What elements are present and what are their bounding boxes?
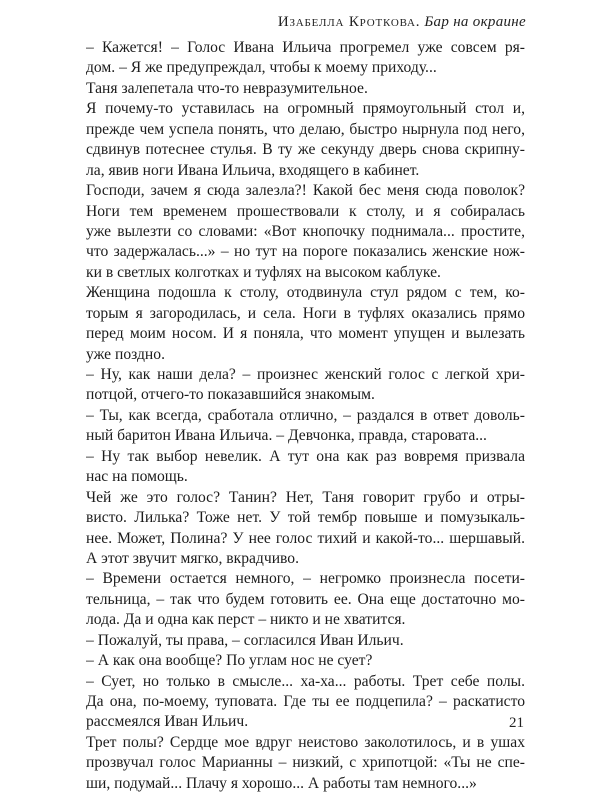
text-line: – Ну, как наши дела? – произнес женский голос с легкой хри- — [86, 366, 525, 383]
text-line: сдвинув потеснее стулья. В ту же секунду дверь снова скрипну- — [86, 141, 525, 159]
text-line: уже поздно. — [86, 345, 165, 363]
text-line: ки в светлых колготках и туфлях на высоком каблуке. — [86, 263, 441, 281]
text-line: прозвучал голос Марианны – низкий, с хрипотцой: «Ты не спе- — [86, 754, 525, 772]
running-head — [278, 14, 526, 31]
text-line: уже вылезти со словами: «Вот кнопочку поднимала... простите, — [86, 222, 525, 240]
text-line: тельница, – так что будем готовить ее. Она еще достаточно мо- — [86, 590, 525, 608]
text-line: потцой, отчего-то показавшийся знакомым. — [86, 386, 375, 404]
running-head-title: Бар на окраине — [424, 14, 526, 30]
text-line: Таня залепетала что-то невразумительное. — [86, 79, 368, 97]
text-line: Ноги тем временем прошествовали к столу, и я собиралась — [86, 202, 525, 220]
text-line: ла, явив ноги Ивана Ильича, входящего в кабинет. — [86, 161, 420, 179]
text-line: – Пожалуй, ты права, – согласился Иван Ильич. — [86, 631, 404, 649]
text-line: – А как она вообще? По углам нос не сует? — [86, 652, 373, 670]
text-line: рассмеялся Иван Ильич. — [86, 713, 249, 731]
text-line: перед моим носом. И я поняла, что момент упущен и вылезать — [86, 325, 525, 343]
text-line: ши, подумай... Плачу я хорошо... А работы там немного...» — [86, 774, 477, 792]
text-line: висто. Лилька? Тоже нет. У той тембр повыше и помузыкаль- — [86, 509, 525, 527]
text-line: Я почему-то уставилась на огромный прямоугольный стол и, — [86, 100, 525, 118]
text-line: – Кажется! – Голос Ивана Ильича прогремел уже совсем ря- — [86, 39, 525, 56]
text-line: – Сует, но только в смысле... ха-ха... работы. Трет себе полы. — [86, 672, 525, 690]
text-line: – Ну так выбор невелик. А тут она как раз вовремя призвала — [86, 447, 525, 465]
page-number: 21 — [509, 715, 524, 731]
text-line: Женщина подошла к столу, отодвинула стул рядом с тем, ко- — [86, 284, 525, 302]
text-line: – Времени остается немного, – негромко произнесла посети- — [86, 570, 525, 588]
text-line: ный баритон Ивана Ильича. – Девчонка, правда, старовата... — [86, 427, 487, 445]
text-line: нас на помощь. — [86, 468, 188, 486]
text-line: Трет полы? Сердце мое вдруг неистово заколотилось, и в ушах — [86, 733, 525, 751]
text-line: дом. – Я же предупреждал, чтобы к моему приходу... — [86, 59, 437, 77]
text-line: А этот звучит мягко, вкрадчиво. — [86, 549, 299, 567]
text-line: торым я загородилась, и села. Ноги в туфлях оказались прямо — [86, 304, 525, 322]
running-head-author: Изабелла Кроткова. — [277, 14, 421, 30]
text-line: прежде чем успела понять, что делаю, быстро нырнула под него, — [86, 120, 525, 138]
text-line: Господи, зачем я сюда залезла?! Какой бес меня сюда поволок? — [86, 182, 525, 200]
text-line: – Ты, как всегда, сработала отлично, – раздался в ответ доволь- — [86, 406, 525, 424]
body-text — [86, 38, 525, 794]
text-line: что задержалась...» – но тут на пороге показались женские нож- — [86, 243, 525, 261]
text-line: Чей же это голос? Танин? Нет, Таня говорит грубо и отры- — [86, 488, 525, 506]
text-line: Да она, по-моему, туповата. Где ты ее подцепила? – раскатисто — [86, 693, 525, 710]
text-line: нее. Может, Полина? У нее голос тихий и какой-то... шершавый. — [86, 529, 525, 547]
text-line: лода. Да и одна как перст – никто и не хватится. — [86, 611, 406, 629]
